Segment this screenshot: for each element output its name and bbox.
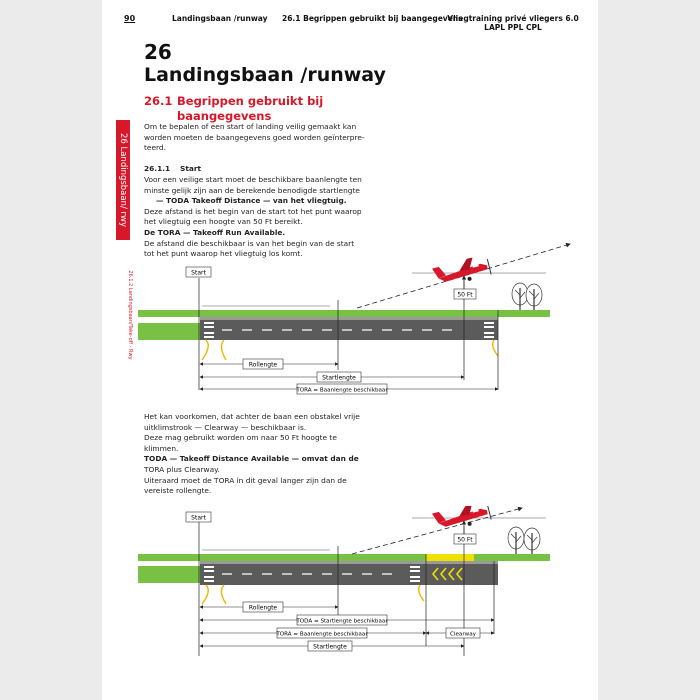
rollengte-label: Rollengte xyxy=(248,361,278,369)
text-line: Het kan voorkomen, dat achter de baan een obstakel vrije xyxy=(144,412,360,421)
text-line: het vliegtuig een hoogte van 50 Ft bereikt. xyxy=(144,217,303,227)
grass-area xyxy=(138,323,200,340)
takeoff-diagram-2 xyxy=(102,506,598,696)
text-line: tot het punt waarop het vliegtuig los komt. xyxy=(144,249,303,259)
header-chapter: Landingsbaan /runway xyxy=(172,14,268,23)
chapter-side-tab xyxy=(116,120,130,240)
tree-icon xyxy=(526,284,542,310)
tree-icon xyxy=(508,527,524,554)
section-title-line1: Begrippen gebruikt bij xyxy=(177,94,324,108)
header-section: 26.1 Begrippen gebruikt bij baangegevens xyxy=(282,14,463,23)
text-line: minste gelijk zijn aan de berekende benodigde startlengte xyxy=(144,185,360,195)
intro-line: Om te bepalen of een start of landing veilig gemaakt kan xyxy=(144,122,357,131)
subsection-number: 26.1.1 xyxy=(144,164,171,173)
subsection-heading xyxy=(144,164,201,175)
tora-label: TORA = Baanlengte beschikbaar xyxy=(296,387,388,394)
text-line: De afstand die beschikbaar is van het begin van de start xyxy=(144,238,355,248)
grass-strip xyxy=(138,554,550,561)
document-page xyxy=(102,0,598,700)
subsection-title: Start xyxy=(180,164,202,173)
taxi-line xyxy=(221,340,226,360)
taxi-line xyxy=(202,340,208,360)
section-number: 26.1 xyxy=(144,94,173,108)
text-line: TODA — Takeoff Distance Available — omvat dan de xyxy=(144,454,359,464)
text-line: TORA plus Clearway. xyxy=(144,464,220,474)
takeoff-diagram-1 xyxy=(102,240,598,410)
header-book-title: Vliegtraining privé vliegers 6.0 xyxy=(447,14,579,23)
chapter-number: 26 xyxy=(144,40,172,64)
text-line: — TODA Takeoff Distance — van het vliegtuig. xyxy=(156,196,347,206)
side-tab-label: 26 Landingsbaan/ rwy xyxy=(118,132,128,228)
runway-shoulder xyxy=(200,561,498,564)
chapter-title: Landingsbaan /runway xyxy=(144,64,386,86)
header-book xyxy=(438,14,588,32)
start-label: Start xyxy=(191,514,206,522)
text-line: klimmen. xyxy=(144,443,179,453)
rollengte-label: Rollengte xyxy=(248,604,278,612)
tree-icon xyxy=(512,283,528,310)
text-line: Uiteraard moet de TORA in dit geval langer zijn dan de xyxy=(144,475,347,485)
clearway-label: Clearway xyxy=(450,631,476,638)
tora-label: TORA = Baanlengte beschikbaar xyxy=(276,631,368,638)
section-heading xyxy=(144,94,323,124)
text-line: vereiste rollengte. xyxy=(144,486,212,496)
height-label: 50 Ft xyxy=(457,291,473,299)
page-number: 90 xyxy=(124,14,136,23)
intro-text xyxy=(144,122,365,154)
runway-shoulder xyxy=(200,317,498,320)
taxi-line xyxy=(221,585,226,604)
text-line: uitklimstrook — Clearway — beschikbaar is. xyxy=(144,422,307,432)
text-line: Deze afstand is het begin van de start tot het punt waarop xyxy=(144,206,362,216)
height-label: 50 Ft xyxy=(457,536,473,544)
text-line: Deze mag gebruikt worden om naar 50 Ft hoogte te xyxy=(144,433,337,443)
figure-caption: 26.1.2 Landingsbaan/Take-off - Rwy xyxy=(127,270,133,360)
text-line: De TORA — Takeoff Run Available. xyxy=(144,227,286,237)
intro-line: worden moeten de baangegevens goed worden geïnterpre- xyxy=(144,132,365,142)
start-label: Start xyxy=(191,269,206,277)
taxi-line xyxy=(202,585,208,604)
taxi-line xyxy=(419,585,424,601)
clearway-text xyxy=(144,412,360,497)
grass-area xyxy=(138,566,200,583)
taxi-line xyxy=(493,340,498,356)
clearway-strip xyxy=(426,554,474,561)
header-book-subtitle: LAPL PPL CPL xyxy=(484,23,542,32)
startlengte-label: Startlengte xyxy=(322,374,356,382)
intro-line: teerd. xyxy=(144,143,166,153)
airplane-icon xyxy=(432,254,492,289)
section-title-line2: baangegevens xyxy=(177,109,272,123)
toda-label: TODA = Startlengte beschikbaar xyxy=(296,618,388,625)
text-line: Voor een veilige start moet de beschikbare baanlengte ten xyxy=(144,175,362,184)
grass-strip xyxy=(138,310,550,317)
tree-icon xyxy=(524,528,540,554)
startlengte-label: Startlengte xyxy=(313,643,347,651)
